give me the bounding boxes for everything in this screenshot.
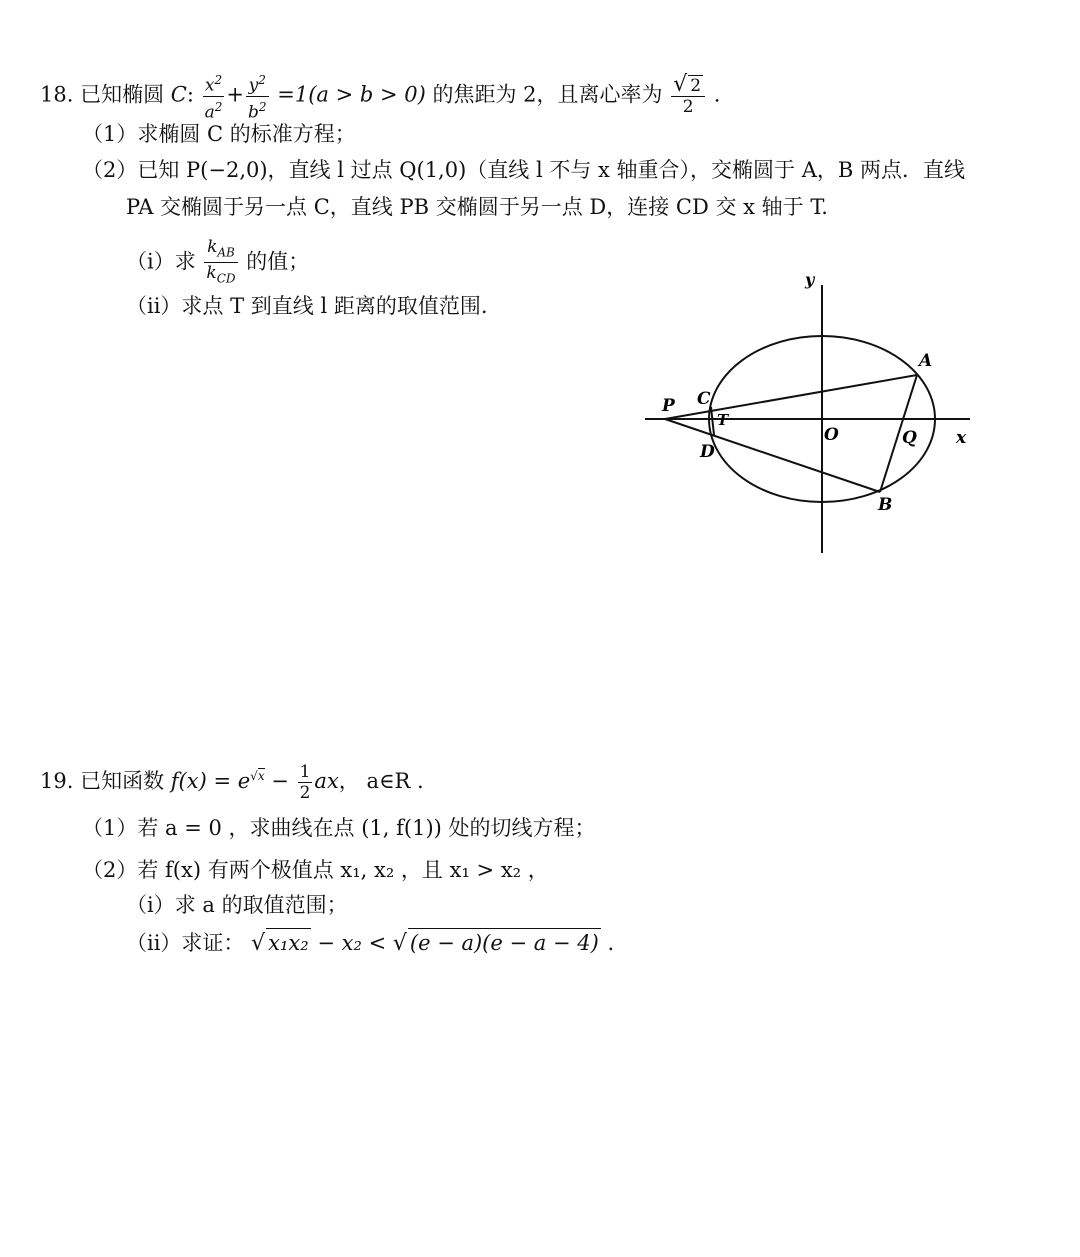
q18-stem-end: . [713, 82, 721, 107]
one-half: $\frac{1}{2}$ [299, 762, 311, 803]
q19-sub-ii: （ii）求证： √ x₁x₂ − x₂ < √ (e − a)(e − a − 4) . [126, 928, 614, 958]
rhs-root: (e − a)(e − a − 4) [408, 928, 601, 957]
q19-part1: （1）若 a = 0 ，求曲线在点 (1, f(1)) 处的切线方程； [82, 816, 596, 840]
segment-PB [665, 419, 880, 492]
label-x: x [956, 428, 967, 448]
q18-stem-text-b: 的焦距为 2，且离心率为 [432, 82, 663, 107]
label-O: O [824, 425, 839, 445]
q18-sub-ii: （ii）求点 T 到直线 l 距离的取值范围. [126, 294, 488, 318]
ellipse-condition: =1(a > b > 0) [277, 82, 426, 107]
q19-sub-ii-end: . [607, 931, 615, 955]
kab-over-kcd: $\frac{k_{AB}}{k_{CD}}$ [206, 237, 236, 286]
q19-sub-i: （i）求 a 的取值范围； [126, 893, 348, 917]
function-def: f(x) = e [170, 769, 251, 793]
q18-part2-line1: （2）已知 P(−2,0)，直线 l 过点 Q(1,0)（直线 l 不与 x 轴重合），交椭圆于 A，B 两点．直线 [82, 158, 965, 182]
inequality-mid: − x₂ < [317, 931, 387, 955]
q19-sub-ii-prefix: （ii）求证： [126, 931, 245, 955]
exponent-sqrt-x: √x [250, 769, 265, 783]
q19-number: 19. [40, 769, 74, 793]
q18-sub-i [126, 237, 309, 289]
ellipse-figure [640, 265, 980, 560]
label-T: T [717, 411, 729, 429]
label-D: D [700, 442, 715, 462]
ellipse-name: C [170, 82, 187, 107]
label-P: P [662, 396, 675, 416]
minus-sign: − [271, 769, 289, 793]
q18-part2-line2: PA 交椭圆于另一点 C，直线 PB 交椭圆于另一点 D，连接 CD 交 x 轴于 T. [126, 195, 828, 219]
lhs-root: x₁x₂ [266, 928, 311, 957]
q19-tail: ， a∈R . [338, 769, 424, 793]
q19-part2: （2）若 f(x) 有两个极值点 x₁, x₂ ，且 x₁ > x₂ ， [82, 858, 549, 882]
label-A: A [919, 351, 933, 371]
q18-sub-i-prefix: （i）求 [126, 249, 196, 274]
q19-stem-text: 已知函数 [80, 769, 165, 793]
label-y: y [805, 270, 815, 289]
label-B: B [878, 495, 893, 515]
label-Q: Q [902, 428, 917, 448]
q18-sub-i-suffix: 的值； [246, 249, 310, 274]
eccentricity-fraction: $\frac{√ 2}{2}$ [671, 75, 705, 117]
label-C: C [697, 389, 711, 409]
y2-over-b2: $\frac{y^2}{b^2}$ [246, 70, 269, 122]
q18-stem-text: 已知椭圆 [80, 82, 165, 107]
q18-number: 18. [40, 82, 74, 107]
q18-stem: 18. 已知椭圆 C: $\frac{x^2}{a^2}$ + $\frac{y^2}{b^2}$ =1(a > b > 0) 的焦距为 2，且离心率为 $\frac{√ 2}{2}$ . [40, 70, 720, 122]
x2-over-a2: $\frac{x^2}{a^2}$ [203, 70, 225, 122]
ax-term: ax [314, 769, 339, 793]
q19-stem [40, 762, 424, 803]
q18-part1: （1）求椭圆 C 的标准方程； [82, 122, 356, 146]
